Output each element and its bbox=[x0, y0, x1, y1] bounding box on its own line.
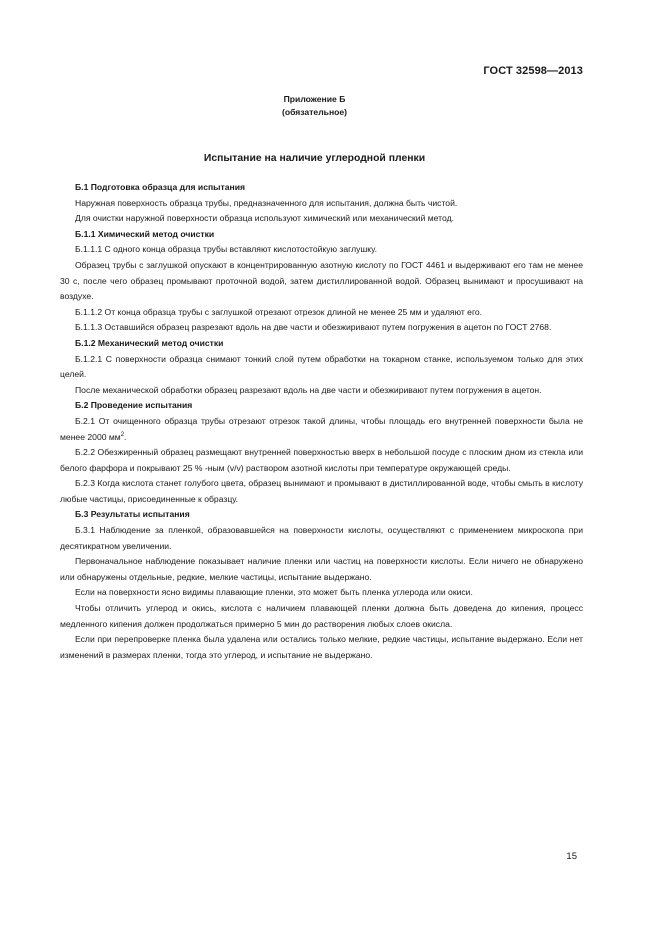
paragraph-text: Б.1.1.2 От конца образца трубы с заглушкой отрезают отрезок длиной не менее 25 мм и удаляют его. bbox=[75, 306, 483, 317]
paragraph-tail: . bbox=[124, 431, 127, 442]
page-number: 15 bbox=[566, 851, 577, 862]
paragraph-text: Образец трубы с заглушкой опускают в концентрированную азотную кислоту по ГОСТ 4461 и выдерживают его там не менее 30 с, после чего образец промывают проточной водой, затем дистиллированной водой. Образец вынимают и просушивают на воздухе. bbox=[60, 259, 583, 302]
body-text bbox=[60, 180, 583, 663]
annex-status: (обязательное) bbox=[281, 107, 348, 117]
section-heading bbox=[60, 227, 583, 243]
section-heading bbox=[60, 180, 583, 196]
paragraph bbox=[60, 476, 583, 507]
paragraph-text: Б.1.1.1 С одного конца образца трубы вставляют кислотостойкую заглушку. bbox=[75, 244, 377, 255]
paragraph-text: Б.1.2 Механический метод очистки bbox=[75, 337, 224, 348]
paragraph bbox=[60, 320, 583, 336]
paragraph-text: Б.1.2.1 С поверхности образца снимают тонкий слой путем обработки на токарном станке, используемом только для этих целей. bbox=[60, 353, 583, 380]
paragraph-text: После механической обработки образец разрезают вдоль на две части и обезжиривают путем погружения в ацетон. bbox=[75, 384, 542, 395]
paragraph-text: Если при перепроверке пленка была удалена или остались только мелкие, редкие частицы, испытание выдержано. Если нет изменений в размерах пленки, тогда это углерод, и испытание не выдержано. bbox=[60, 634, 583, 660]
paragraph bbox=[60, 196, 583, 212]
paragraph-text: Чтобы отличить углерод и окись, кислота с наличием плавающей пленки должна быть доведена до кипения, процесс медленного кипения должен продолжаться примерно 5 мин до растворения любых слоев окисла. bbox=[60, 603, 583, 629]
section-heading bbox=[60, 507, 583, 523]
paragraph bbox=[60, 352, 583, 383]
annex-heading bbox=[0, 93, 629, 119]
paragraph bbox=[60, 383, 583, 399]
standard-number: ГОСТ 32598—2013 bbox=[483, 65, 583, 77]
paragraph bbox=[60, 414, 583, 445]
paragraph bbox=[60, 305, 583, 321]
paragraph-text: Б.2.1 От очищенного образца трубы отрезают отрезок такой длины, чтобы площадь его внутренней поверхности была не менее 2000 мм bbox=[60, 415, 583, 442]
superscript: 2 bbox=[120, 431, 125, 438]
paragraph bbox=[60, 585, 583, 601]
section-heading bbox=[60, 398, 583, 414]
paragraph-text: Б.1 Подготовка образца для испытания bbox=[75, 182, 245, 192]
paragraph bbox=[60, 242, 583, 258]
paragraph-text: Б.3.1 Наблюдение за пленкой, образовавшейся на поверхности кислоты, осуществляют с применением микроскопа при десятикратном увеличении. bbox=[60, 525, 583, 551]
paragraph bbox=[60, 445, 583, 476]
paragraph-text: Б.1.1.3 Оставшийся образец разрезают вдоль на две части и обезжиривают путем погружения в ацетон по ГОСТ 2768. bbox=[75, 322, 552, 333]
paragraph bbox=[60, 632, 583, 663]
annex-label: Приложение Б bbox=[283, 94, 346, 104]
paragraph-text: Если на поверхности ясно видимы плавающие пленки, это может быть пленка углерода или окиси. bbox=[75, 587, 473, 598]
paragraph-text: Первоначальное наблюдение показывает наличие пленки или частиц на поверхности кислоты. Если ничего не обнаружено или обнаружены отдельные, редкие, мелкие частицы, испытание выдержано. bbox=[60, 556, 583, 582]
paragraph-text: Б.2.2 Обезжиренный образец размещают внутренней поверхностью вверх в небольшой посуде с плоским дном из стекла или белого фарфора и покрывают 25 % -ным (v/v) раствором азотной кислоты при температуре окружающей среды. bbox=[60, 447, 583, 473]
paragraph-text: Для очистки наружной поверхности образца используют химический или механический метод. bbox=[75, 213, 455, 224]
paragraph-text: Б.2 Проведение испытания bbox=[75, 400, 193, 411]
paragraph-text: Наружная поверхность образца трубы, предназначенного для испытания, должна быть чистой. bbox=[75, 197, 458, 208]
section-heading bbox=[60, 336, 583, 352]
paragraph-text: Б.2.3 Когда кислота станет голубого цвета, образец вынимают и промывают в дистиллированной воде, чтобы смыть в кислоту любые частицы, присоединенные к образцу. bbox=[60, 478, 583, 504]
document-title: Испытание на наличие углеродной пленки bbox=[203, 153, 426, 164]
paragraph bbox=[60, 211, 583, 227]
paragraph bbox=[60, 523, 583, 554]
paragraph-text: Б.1.1 Химический метод очистки bbox=[75, 228, 215, 239]
paragraph bbox=[60, 258, 583, 305]
paragraph-text: Б.3 Результаты испытания bbox=[75, 509, 190, 520]
paragraph bbox=[60, 601, 583, 632]
paragraph bbox=[60, 554, 583, 585]
